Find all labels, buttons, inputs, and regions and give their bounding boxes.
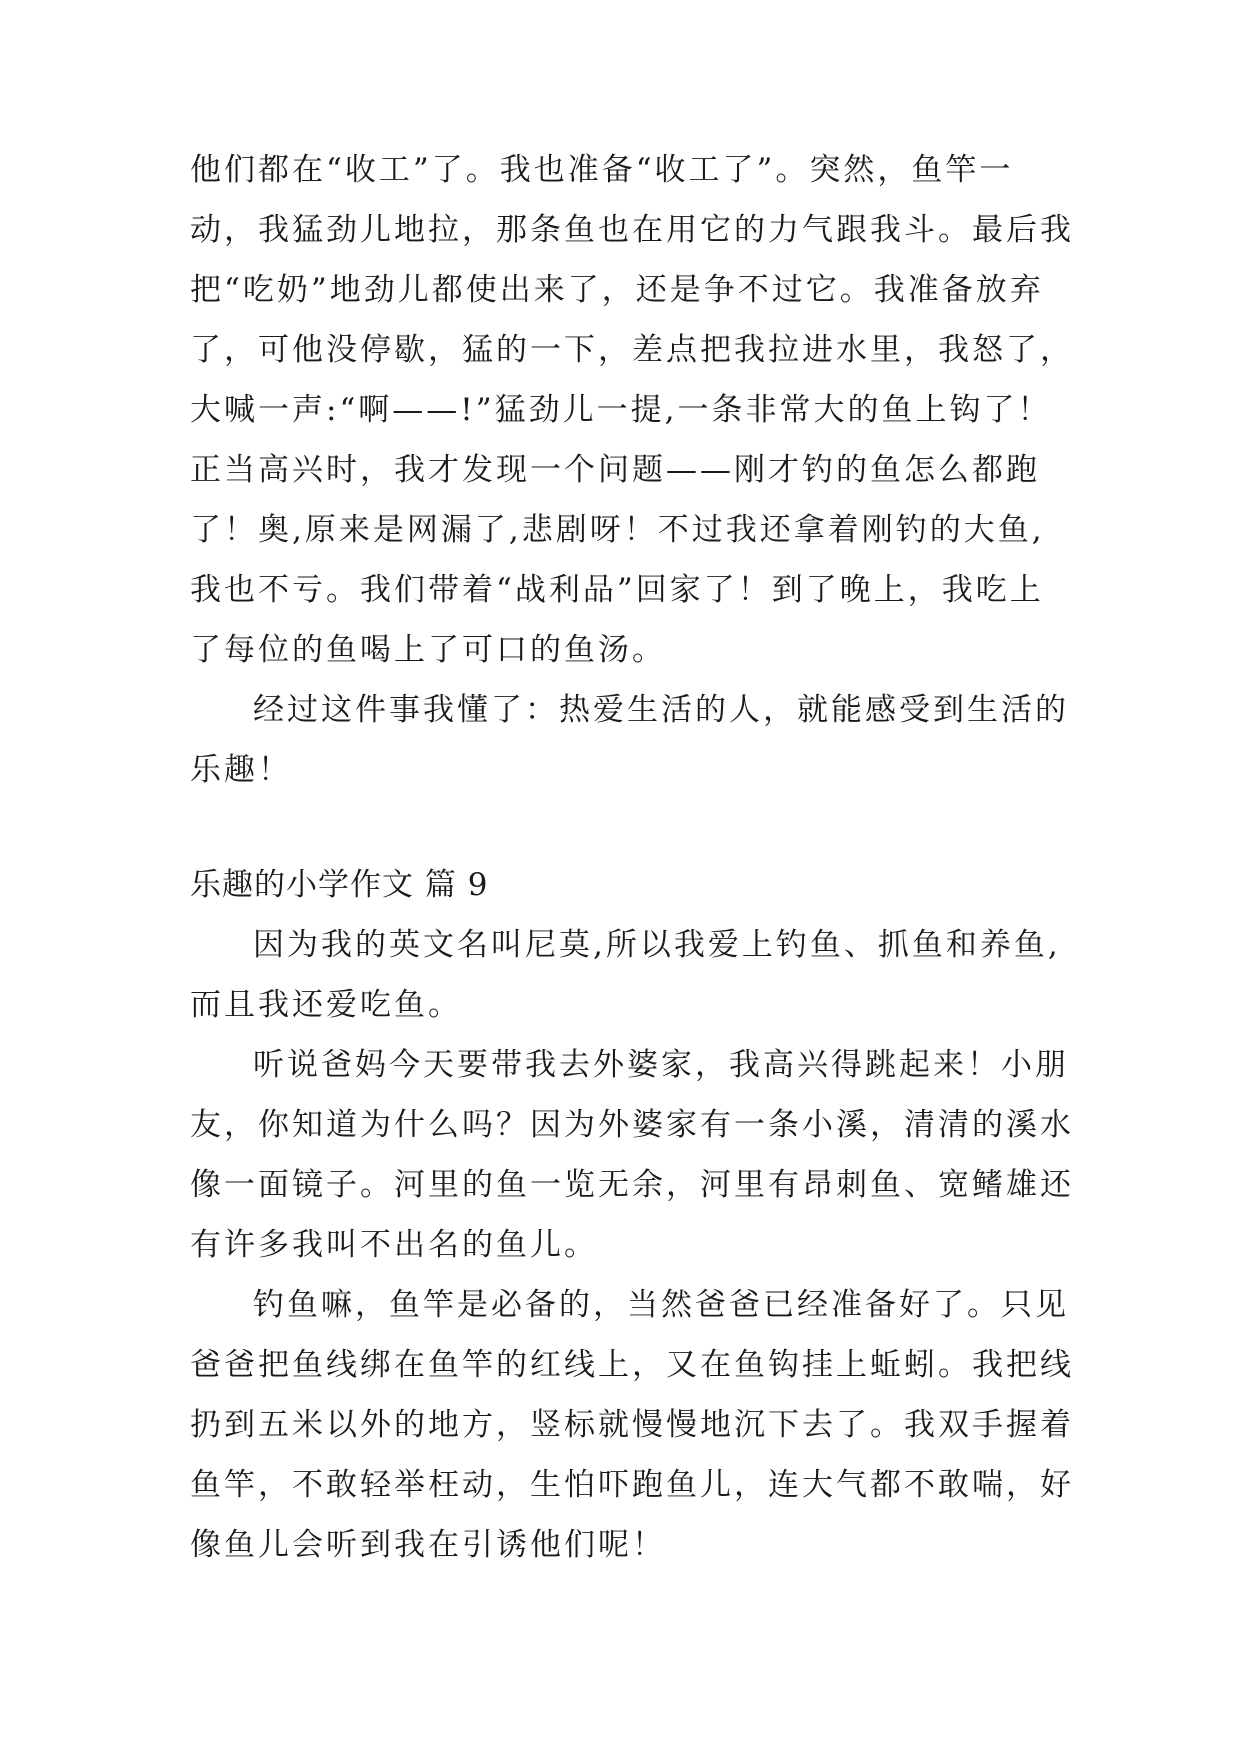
text-line: 鱼竿，不敢轻举枉动，生怕吓跑鱼儿，连大气都不敢喘，好 — [190, 1467, 1074, 1503]
text-line: 动，我猛劲儿地拉，那条鱼也在用它的力气跟我斗。最后我 — [190, 212, 1074, 248]
text-line: 乐趣！ — [190, 752, 292, 788]
text-line: 像鱼儿会听到我在引诱他们呢！ — [190, 1527, 666, 1563]
text-line: 了！奥,原来是网漏了,悲剧呀！不过我还拿着刚钓的大鱼, — [190, 512, 1045, 548]
text-line: 爸爸把鱼线绑在鱼竿的红线上，又在鱼钩挂上蚯蚓。我把线 — [190, 1347, 1074, 1383]
text-line: 扔到五米以外的地方，竖标就慢慢地沉下去了。我双手握着 — [190, 1407, 1074, 1443]
text-line: 大喊一声:“啊——!”猛劲儿一提,一条非常大的鱼上钩了！ — [190, 392, 1052, 428]
text-line: 有许多我叫不出名的鱼儿。 — [190, 1227, 598, 1263]
text-line: 我也不亏。我们带着“战利品”回家了！到了晚上，我吃上 — [190, 572, 1044, 608]
section-title: 乐趣的小学作文 篇 9 — [190, 867, 489, 903]
text-line: 了，可他没停歇，猛的一下，差点把我拉进水里，我怒了， — [190, 332, 1074, 368]
text-line: 友，你知道为什么吗？因为外婆家有一条小溪，清清的溪水 — [190, 1107, 1074, 1143]
text-line: 经过这件事我懂了：热爱生活的人，就能感受到生活的 — [253, 692, 1069, 728]
text-line: 而且我还爱吃鱼。 — [190, 987, 462, 1023]
text-line: 正当高兴时，我才发现一个问题——刚才钓的鱼怎么都跑 — [190, 452, 1040, 488]
text-line: 像一面镜子。河里的鱼一览无余，河里有昂刺鱼、宽鳍雄还 — [190, 1167, 1074, 1203]
text-line: 听说爸妈今天要带我去外婆家，我高兴得跳起来！小朋 — [253, 1047, 1069, 1083]
text-line: 了每位的鱼喝上了可口的鱼汤。 — [190, 632, 666, 668]
text-line: 他们都在“收工”了。我也准备“收工了”。突然，鱼竿一 — [190, 152, 1014, 188]
text-line: 钓鱼嘛，鱼竿是必备的，当然爸爸已经准备好了。只见 — [253, 1287, 1069, 1323]
text-line: 因为我的英文名叫尼莫,所以我爱上钓鱼、抓鱼和养鱼, — [253, 927, 1061, 963]
text-line: 把“吃奶”地劲儿都使出来了，还是争不过它。我准备放弃 — [190, 272, 1044, 308]
